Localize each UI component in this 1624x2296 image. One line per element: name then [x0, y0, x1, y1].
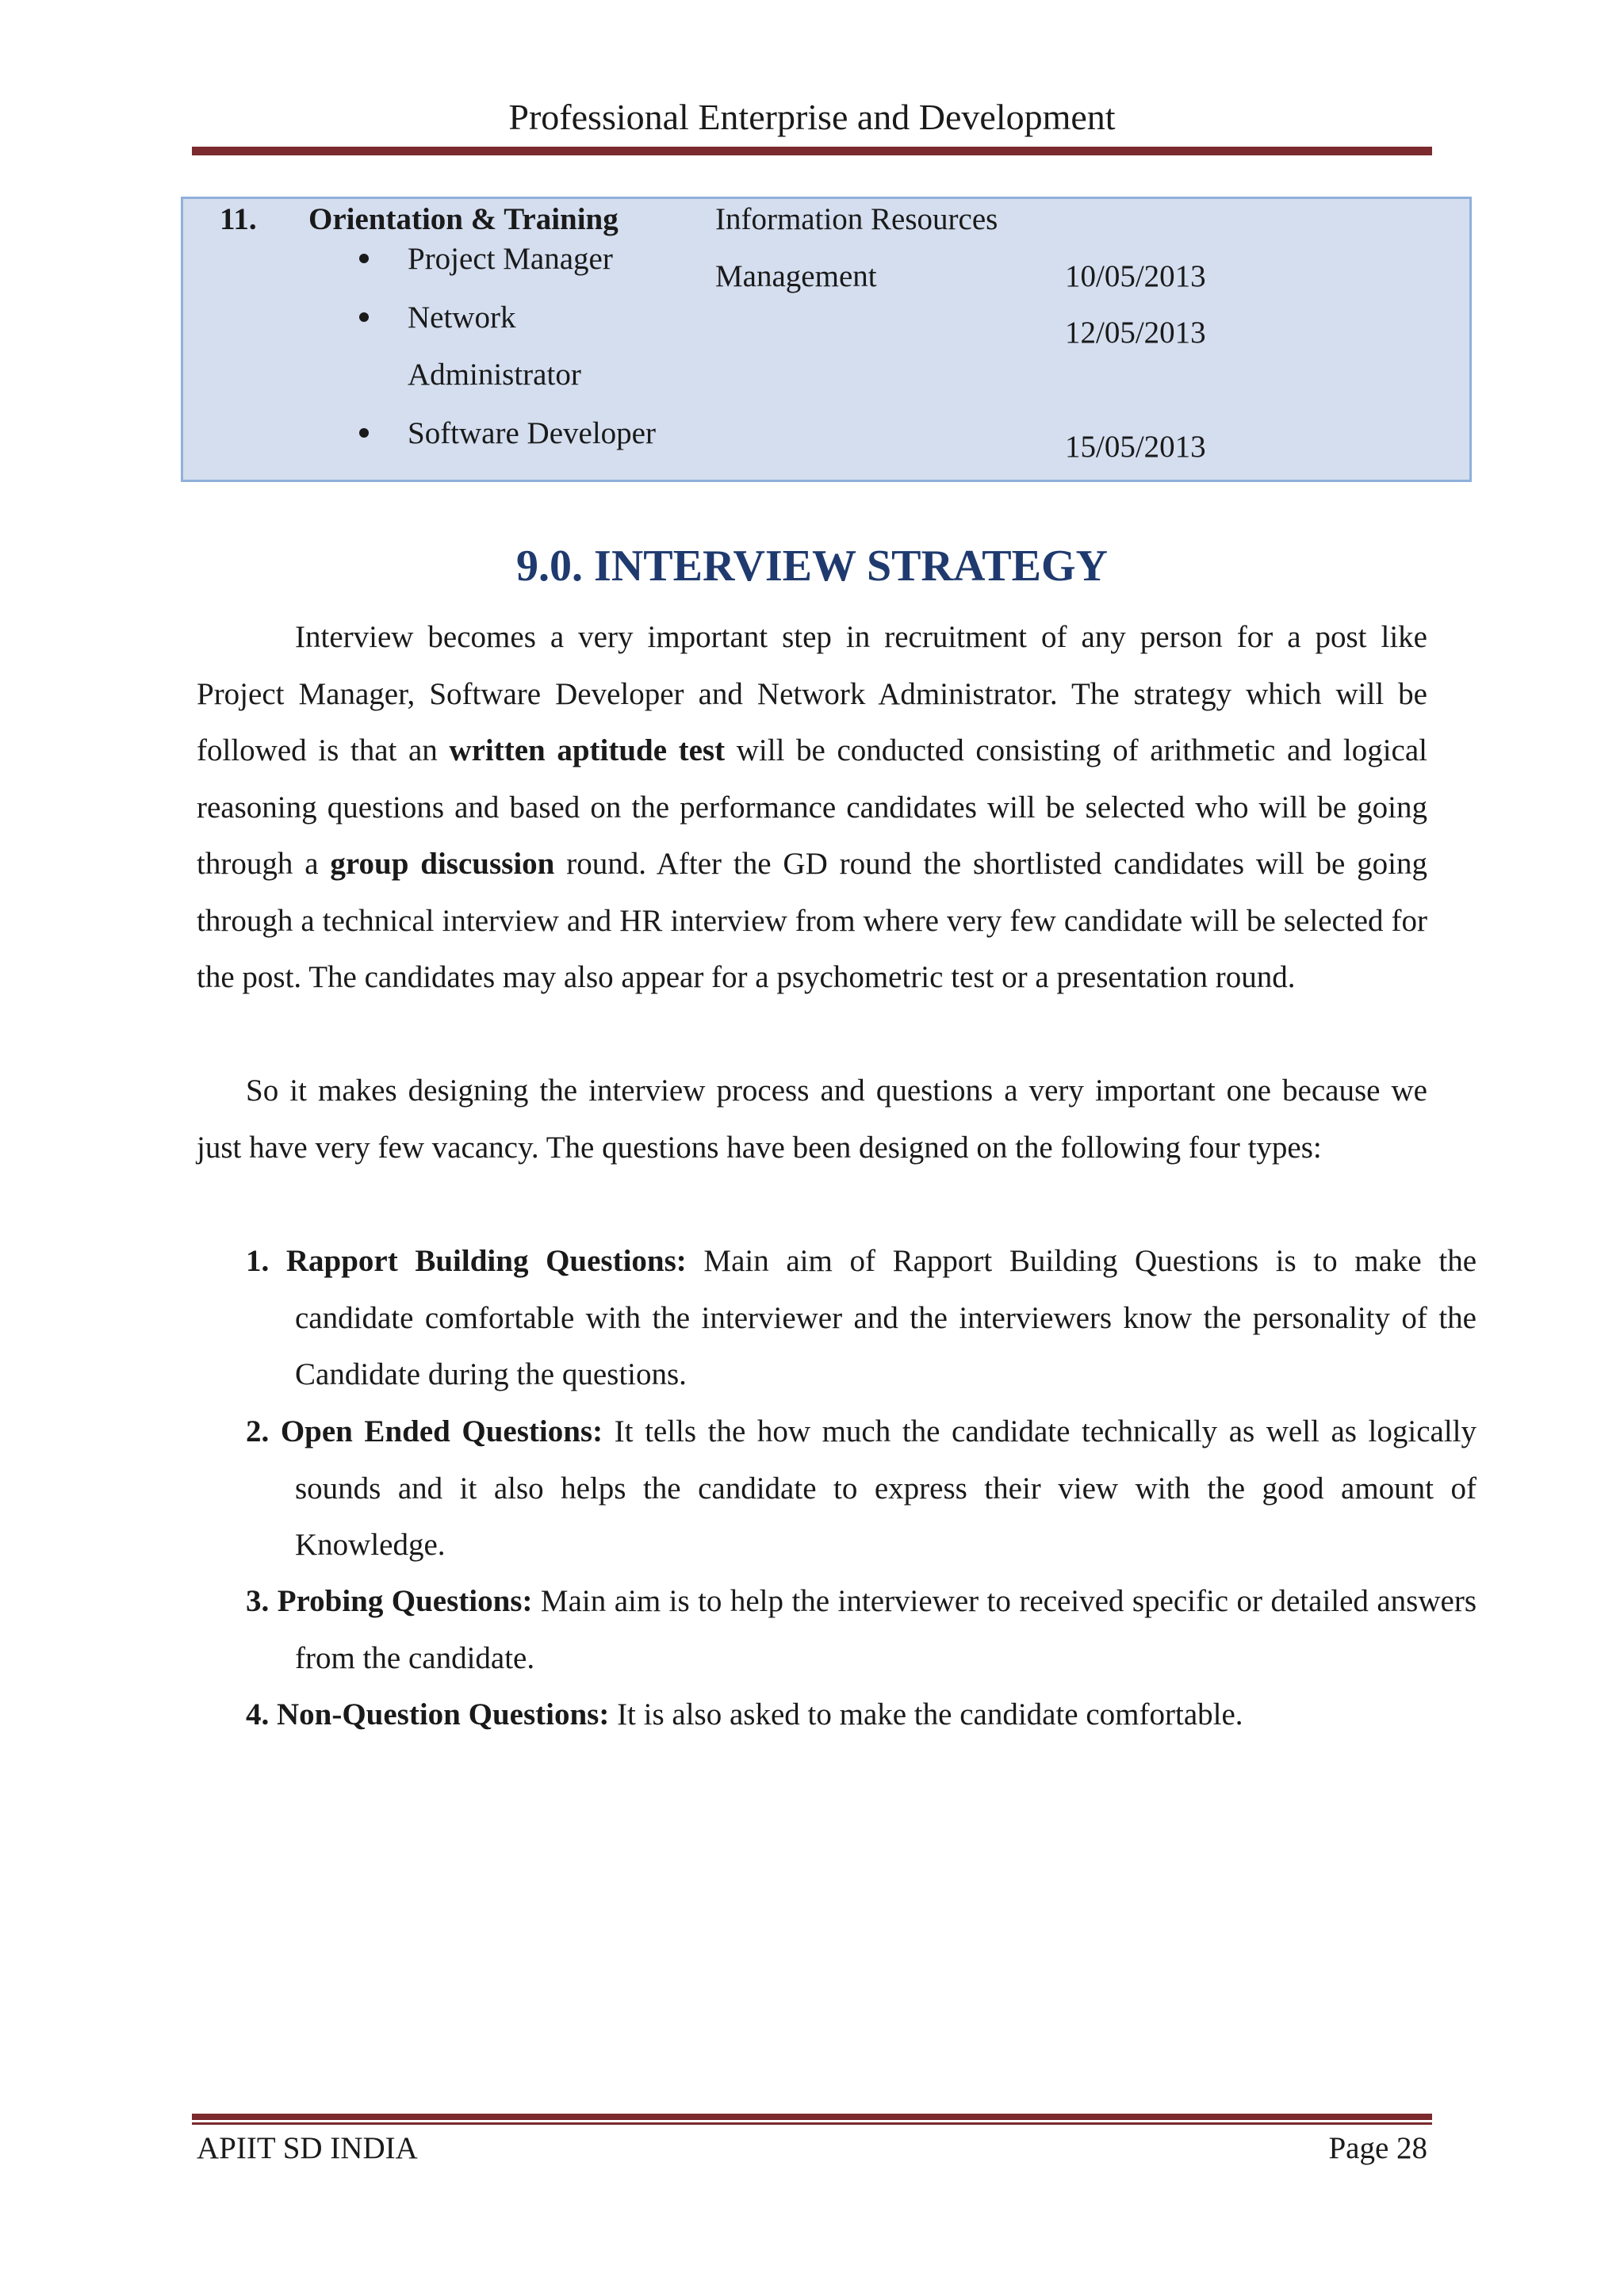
- header-rule: [192, 144, 1432, 155]
- section-heading: 9.0. INTERVIEW STRATEGY: [516, 541, 1108, 591]
- bullet-icon: [359, 254, 369, 263]
- emphasis-text: written aptitude test: [449, 733, 726, 767]
- emphasis-text: group discussion: [330, 847, 555, 881]
- department-line: Information Resources: [715, 202, 998, 236]
- list-item: [246, 1403, 1477, 1574]
- role-item-continued: Administrator: [408, 358, 581, 392]
- list-item: [246, 1233, 1477, 1403]
- paragraph-text: Interview becomes a very important step in recruitment of any person for a post like Project Manager, Software Developer and Network Administrator. The strategy which will be followed is that an: [197, 620, 1427, 767]
- paragraph-text: round. After the GD round the shortlisted candidates will be going through a technical interview and HR interview from where very few candidate will be selected for the post. The candidates may also appear for a psychometric test or a presentation round.: [197, 847, 1427, 994]
- role-item: Project Manager: [408, 242, 613, 276]
- list-item-text: It is also asked to make the candidate comfortable.: [609, 1697, 1243, 1732]
- bullet-icon: [359, 428, 369, 438]
- list-item-label: 1. Rapport Building Questions:: [246, 1244, 687, 1278]
- date-cell: 12/05/2013: [1065, 316, 1206, 350]
- list-item: [246, 1573, 1477, 1686]
- list-item-label: 2. Open Ended Questions:: [246, 1414, 603, 1448]
- date-cell: 10/05/2013: [1065, 259, 1206, 293]
- paragraph-text: will be conducted consisting of arithmetic and logical reasoning questions and based on the performance candidates will be selected who will be going through a: [197, 733, 1428, 881]
- paragraph-question-types: So it makes designing the interview process and questions a very important one because we just have very few vacancy. The questions have been designed on the following four types:: [197, 1073, 1427, 1165]
- row-number: 11.: [220, 202, 257, 236]
- paragraph-intro: [197, 609, 1427, 1006]
- role-item: Software Developer: [408, 416, 656, 450]
- activity-title: Orientation & Training: [308, 202, 619, 236]
- list-item-label: 3. Probing Questions:: [246, 1584, 533, 1618]
- list-item-label: 4. Non-Question Questions:: [246, 1697, 610, 1732]
- department-line: Management: [715, 259, 877, 293]
- schedule-table-row: [181, 197, 1472, 482]
- list-item-text: Main aim of Rapport Building Questions is to make the candidate comfortable with the interviewer and the interviewers know the personality of the Candidate during the questions.: [295, 1244, 1477, 1391]
- role-item: Network: [408, 300, 516, 335]
- list-item: [246, 1686, 1477, 1743]
- footer-rule: [192, 2114, 1432, 2127]
- list-item-text: Main aim is to help the interviewer to received specific or detailed answers from the candidate.: [295, 1584, 1477, 1675]
- footer-org: APIIT SD INDIA: [197, 2131, 418, 2165]
- bullet-icon: [359, 312, 369, 322]
- date-cell: 15/05/2013: [1065, 430, 1206, 464]
- list-item-text: It tells the how much the candidate technically as well as logically sounds and it also helps the candidate to express their view with the good amount of Knowledge.: [295, 1414, 1477, 1562]
- header-title: Professional Enterprise and Development: [508, 97, 1116, 137]
- page-number: Page 28: [1328, 2131, 1427, 2165]
